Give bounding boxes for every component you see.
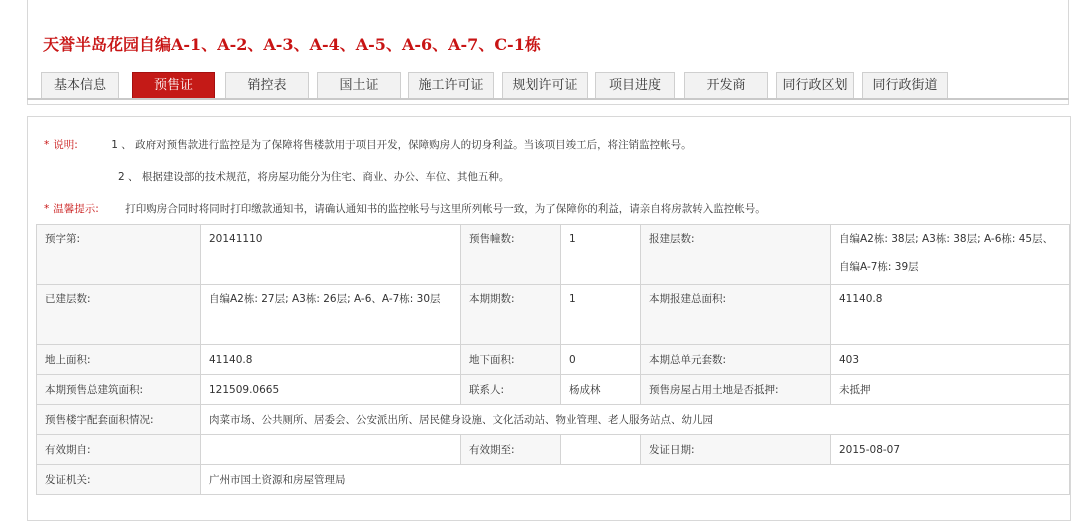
above-ground-area-label: 地上面积: (37, 345, 201, 375)
above-ground-area-value: 41140.8 (201, 345, 461, 375)
tab-underline (27, 98, 1069, 100)
tip-line (44, 201, 766, 216)
reported-floors-value: 自编A2栋: 38层; A3栋: 38层; A-6栋: 45层、自编A-7栋: 39层 (831, 225, 1070, 285)
table-row (37, 345, 1070, 375)
presale-no-value: 20141110 (201, 225, 461, 285)
valid-from-value (201, 435, 461, 465)
issue-date-value: 2015-08-07 (831, 435, 1070, 465)
contact-label: 联系人: (461, 375, 561, 405)
built-floors-label: 已建层数: (37, 285, 201, 345)
tab-project-progress[interactable]: 项目进度 (595, 72, 675, 98)
valid-to-value (561, 435, 641, 465)
required-star-icon: * (44, 139, 50, 151)
presale-total-area-label: 本期预售总建筑面积: (37, 375, 201, 405)
presale-buildings-label: 预售幢数: (461, 225, 561, 285)
issue-date-label: 发证日期: (641, 435, 831, 465)
table-row (37, 285, 1070, 345)
table-row (37, 435, 1070, 465)
tab-land-certificate[interactable]: 国土证 (317, 72, 401, 98)
presale-no-label: 预字第: (37, 225, 201, 285)
required-star-icon: * (44, 203, 50, 215)
reported-floors-label: 报建层数: (641, 225, 831, 285)
period-value: 1 (561, 285, 641, 345)
presale-total-area-value: 121509.0665 (201, 375, 461, 405)
land-mortgaged-value: 未抵押 (831, 375, 1070, 405)
page-title: 天誉半岛花园自编A-1、A-2、A-3、A-4、A-5、A-6、A-7、C-1栋 (43, 35, 541, 54)
land-mortgaged-label: 预售房屋占用土地是否抵押: (641, 375, 831, 405)
presale-buildings-value: 1 (561, 225, 641, 285)
tip-label: 温馨提示: (53, 203, 99, 215)
issuer-value: 广州市国土资源和房屋管理局 (201, 465, 1070, 495)
built-floors-value: 自编A2栋: 27层; A3栋: 26层; A-6、A-7栋: 30层 (201, 285, 461, 345)
tab-developer[interactable]: 开发商 (684, 72, 768, 98)
tab-same-district[interactable]: 同行政区划 (776, 72, 854, 98)
tab-construction-permit[interactable]: 施工许可证 (408, 72, 494, 98)
tab-presale-permit[interactable]: 预售证 (132, 72, 215, 98)
underground-area-label: 地下面积: (461, 345, 561, 375)
explain-text-2: 2 、 根据建设部的技术规范，将房屋功能分为住宅、商业、办公、车位、其他五种。 (118, 171, 510, 183)
total-reported-area-value: 41140.8 (831, 285, 1070, 345)
period-label: 本期期数: (461, 285, 561, 345)
tip-text: 打印购房合同时将同时打印缴款通知书，请确认通知书的监控帐号与这里所列帐号一致，为了保障你的利益，请亲自将房款转入监控帐号。 (125, 203, 766, 215)
tab-planning-permit[interactable]: 规划许可证 (502, 72, 588, 98)
presale-panel (27, 116, 1071, 521)
presale-info-table (36, 224, 1070, 495)
table-row (37, 465, 1070, 495)
explain-line-2 (118, 169, 509, 184)
table-row (37, 375, 1070, 405)
tab-basic-info[interactable]: 基本信息 (41, 72, 119, 98)
total-units-label: 本期总单元套数: (641, 345, 831, 375)
underground-area-value: 0 (561, 345, 641, 375)
explain-label: 说明: (53, 139, 78, 151)
valid-to-label: 有效期至: (461, 435, 561, 465)
facilities-label: 预售楼宇配套面积情况: (37, 405, 201, 435)
total-reported-area-label: 本期报建总面积: (641, 285, 831, 345)
issuer-label: 发证机关: (37, 465, 201, 495)
tab-same-street[interactable]: 同行政街道 (862, 72, 948, 98)
valid-from-label: 有效期自: (37, 435, 201, 465)
contact-value: 杨成林 (561, 375, 641, 405)
tab-sales-control[interactable]: 销控表 (225, 72, 309, 98)
total-units-value: 403 (831, 345, 1070, 375)
table-row (37, 225, 1070, 285)
explain-line-1 (44, 137, 692, 152)
explain-text-1: 1 、 政府对预售款进行监控是为了保障将售楼款用于项目开发，保障购房人的切身利益。当该项目竣工后，将注销监控帐号。 (111, 139, 692, 151)
facilities-value: 肉菜市场、公共厕所、居委会、公安派出所、居民健身设施、文化活动站、物业管理、老人服务站点、幼儿园 (201, 405, 1070, 435)
table-row (37, 405, 1070, 435)
